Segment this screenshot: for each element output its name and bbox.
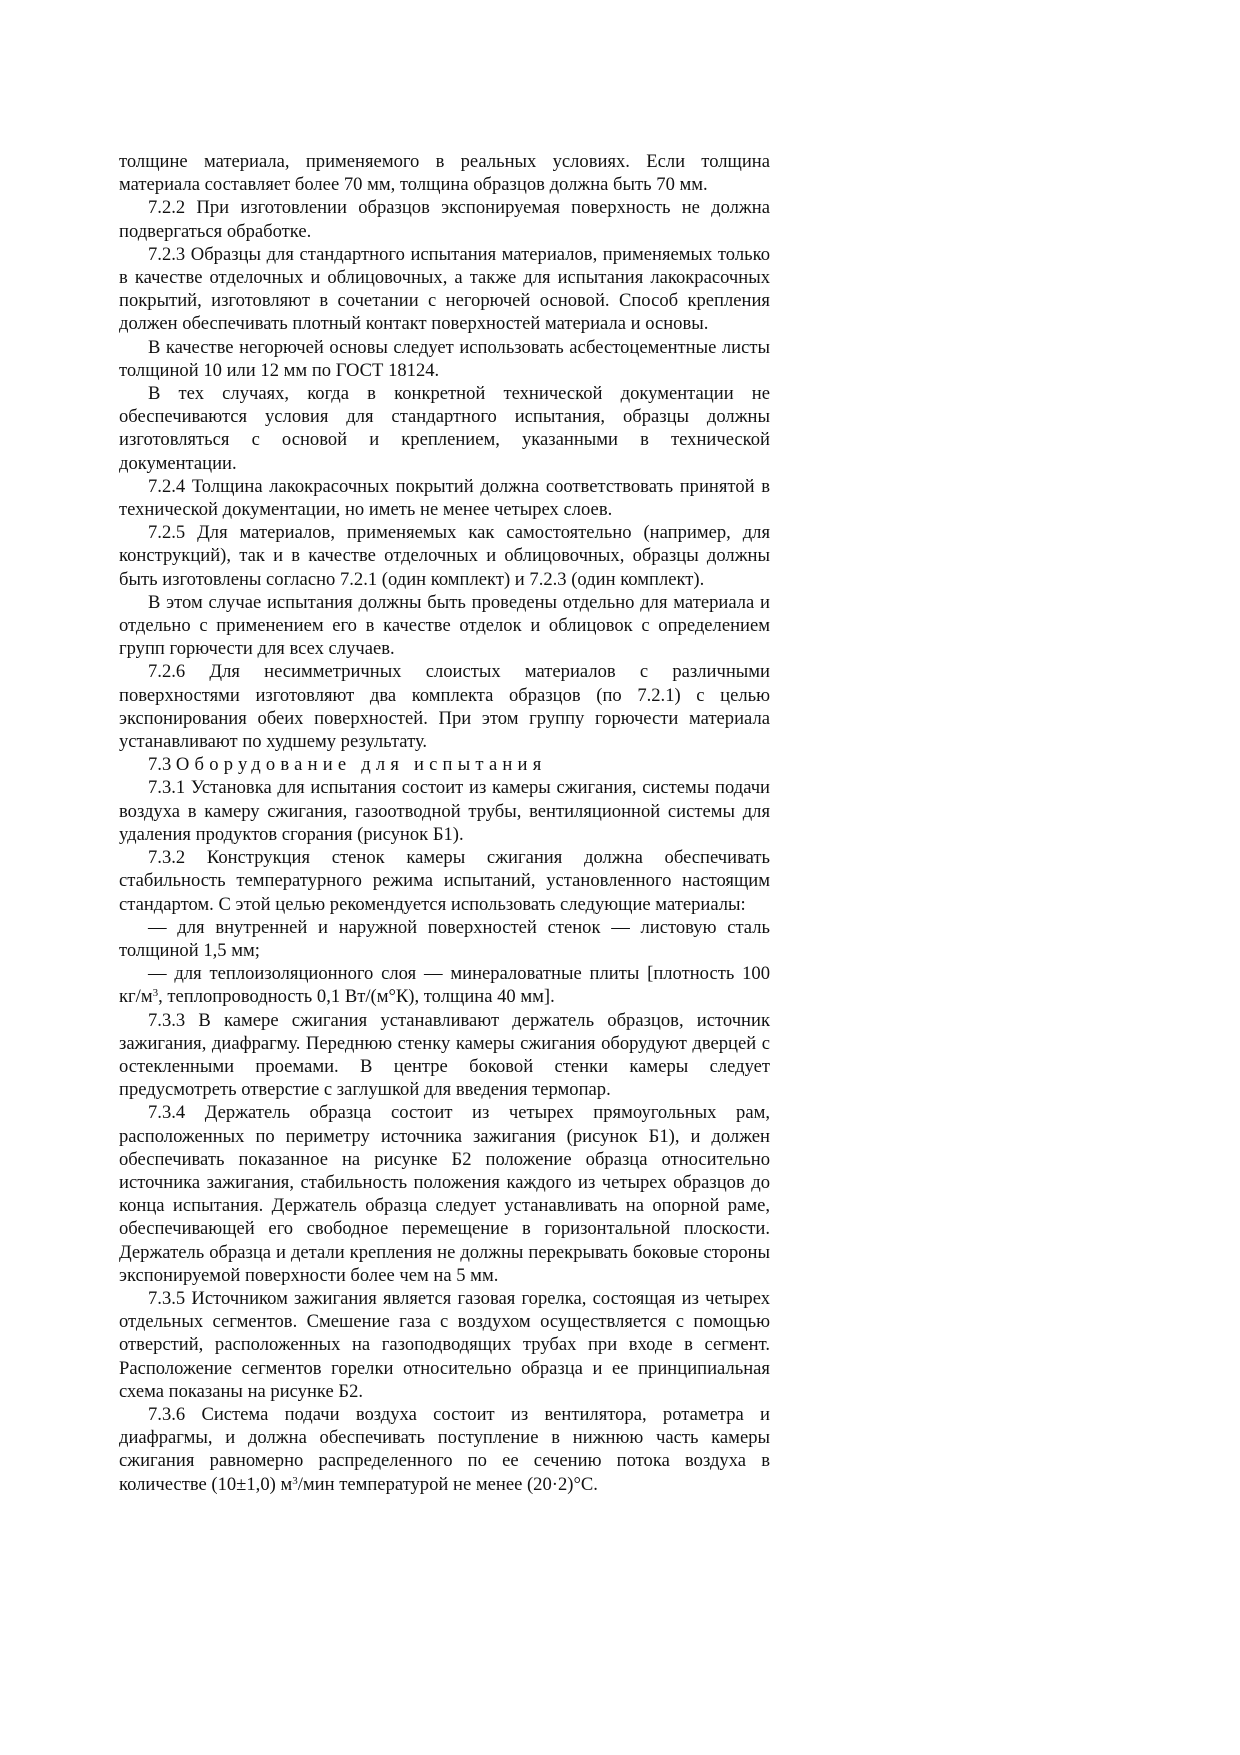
paragraph-7-3-5: 7.3.5 Источником зажигания является газовая горелка, состоящая из четырех отдельных сегментов. Смешение газа с воздухом осуществляется с помощью отверстий, расположенных на газоподводящих трубах при входе в сегмент. Расположение сегментов горелки относительно образца и ее принципиальная схема показаны на рисунке Б2. — [119, 1287, 770, 1402]
paragraph-7-2-4: 7.2.4 Толщина лакокрасочных покрытий должна соответствовать принятой в технической документации, но иметь не менее четырех слоев. — [119, 475, 770, 521]
paragraph-7-3-4: 7.3.4 Держатель образца состоит из четырех прямоугольных рам, расположенных по периметру источника зажигания (рисунок Б1), и должен обеспечивать показанное на рисунке Б2 положение образца относительно источника зажигания, стабильность положения каждого из четырех образцов до конца испытания. Держатель образца следует устанавливать на опорной раме, обеспечивающей его свободное перемещение в горизонтальной плоскости. Держатель образца и детали крепления не должны перекрывать боковые стороны экспонируемой поверхности более чем на 5 мм. — [119, 1102, 770, 1286]
paragraph-continuation: толщине материала, применяемого в реальных условиях. Если толщина материала составляет более 70 мм, толщина образцов должна быть 70 мм. — [119, 151, 770, 196]
paragraph-noncombustible-base: В качестве негорючей основы следует использовать асбестоцементные листы толщиной 10 или 12 мм по ГОСТ 18124. — [119, 336, 770, 381]
paragraph-7-3-6: 7.3.6 Система подачи воздуха состоит из вентилятора, ротаметра и диафрагмы, и должна обеспечивать поступление в нижнюю часть камеры сжигания равномерно распределенного по ее сечению потока воздуха в количестве (10±1,0) $м^3$/мин температурой не менее (20·2)°С. — [119, 1403, 770, 1495]
paragraph-technical-docs: В тех случаях, когда в конкретной технической документации не обеспечиваются условия для стандартного испытания, образцы должны изготовляться с основой и креплением, указанными в технической документации. — [119, 383, 770, 474]
list-item-insulation: — для теплоизоляционного слоя — минераловатные плиты [плотность 100 $кг/м^3$, теплопроводность 0,1 Вт/(м°К), толщина 40 мм]. — [119, 963, 770, 1008]
paragraph-7-3-2: 7.3.2 Конструкция стенок камеры сжигания должна обеспечивать стабильность температурного режима испытаний, установленного настоящим стандартом. С этой целью рекомендуется использовать следующие материалы: — [119, 847, 770, 915]
paragraph-7-3-1: 7.3.1 Установка для испытания состоит из камеры сжигания, системы подачи воздуха в камеру сжигания, газоотводной трубы, вентиляционной системы для удаления продуктов сгорания (рисунок Б1). — [119, 777, 770, 845]
document-page — [119, 150, 770, 1496]
paragraph-7-2-5: 7.2.5 Для материалов, применяемых как самостоятельно (например, для конструкций), так и в качестве отделочных и облицовочных, образцы должны быть изготовлены согласно 7.2.1 (один комплект) и 7.2.3 (один комплект). — [119, 522, 770, 590]
paragraph-7-3-3: 7.3.3 В камере сжигания устанавливают держатель образцов, источник зажигания, диафрагму. Переднюю стенку камеры сжигания оборудуют дверцей с остекленными проемами. В центре боковой стенки камеры следует предусмотреть отверстие с заглушкой для введения термопар. — [119, 1009, 770, 1101]
section-title: Оборудование для испытания — [175, 754, 547, 776]
section-number: 7.3 — [148, 754, 172, 776]
paragraph-7-2-3: 7.2.3 Образцы для стандартного испытания материалов, применяемых только в качестве отделочных и облицовочных, а также для испытания лакокрасочных покрытий, изготовляют в сочетании с негорючей основой. Способ крепления должен обеспечивать плотный контакт поверхностей материала и основы. — [119, 243, 770, 335]
paragraph-7-2-2: 7.2.2 При изготовлении образцов экспонируемая поверхность не должна подвергаться обработке. — [119, 197, 770, 242]
section-heading-7-3 — [119, 753, 770, 776]
paragraph-separate-tests: В этом случае испытания должны быть проведены отдельно для материала и отдельно с применением его в качестве отделок и облицовок с определением групп горючести для всех случаев. — [119, 591, 770, 660]
paragraph-7-2-6: 7.2.6 Для несимметричных слоистых материалов с различными поверхностями изготовляют два комплекта образцов (по 7.2.1) с целью экспонирования обеих поверхностей. При этом группу горючести материала устанавливают по худшему результату. — [119, 661, 770, 753]
list-item-steel-sheet: — для внутренней и наружной поверхностей стенок — листовую сталь толщиной 1,5 мм; — [119, 916, 770, 961]
